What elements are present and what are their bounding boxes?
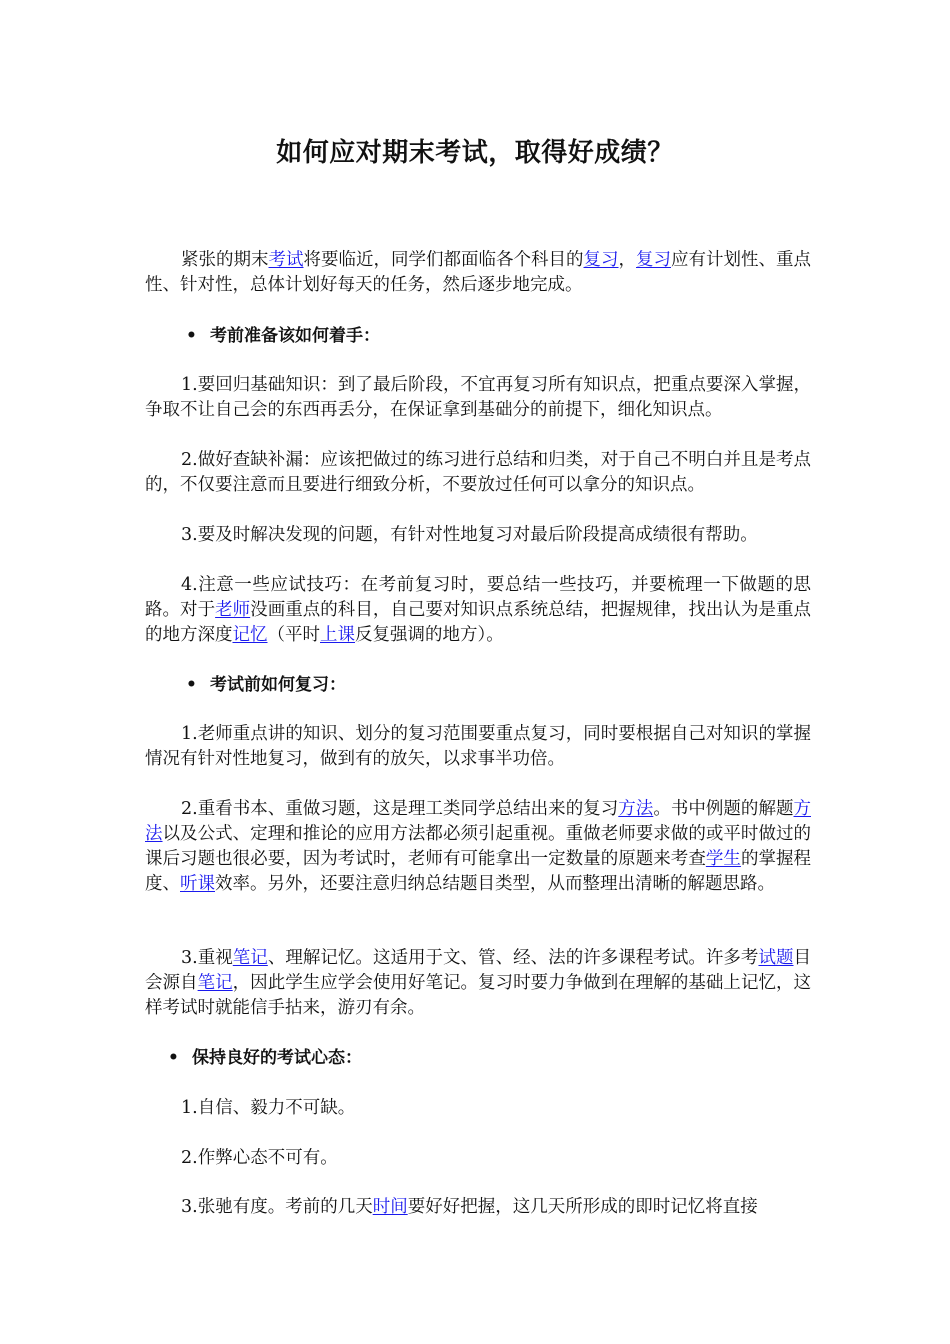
intro-paragraph	[145, 248, 811, 298]
text: 4.注意一些应试技巧：在考前复习时，要总结一些技巧，并要梳理一下做题的思路。对于	[145, 575, 811, 620]
heading-text: 考试前如何复习：	[210, 675, 346, 695]
text: 3.张驰有度。考前的几天	[181, 1197, 373, 1217]
text: 要好好把握，这几天所形成的即时记忆将直接	[407, 1197, 758, 1217]
link-time[interactable]: 时间	[372, 1197, 408, 1217]
link-class[interactable]: 上课	[320, 625, 355, 645]
text: 的掌握程度、	[145, 849, 812, 894]
document-title: 如何应对期末考试，取得好成绩？	[276, 138, 674, 168]
list-item: 2.做好查缺补漏：应该把做过的练习进行总结和归类，对于自己不明白并且是考点的，不仅要注意而且要进行细致分析，不要放过任何可以拿分的知识点。	[145, 450, 811, 495]
heading-text: 保持良好的考试心态：	[192, 1048, 362, 1068]
text: 以及公式、定理和推论的应用方法都必须引起重视。重做老师要求做的或平时做过的课后习题也很必要，因为考试时，老师有可能拿出一定数量的原题来考查	[145, 824, 812, 869]
link-method-2[interactable]: 方法	[145, 799, 811, 844]
section-heading-review	[186, 673, 346, 698]
section-heading-mindset	[168, 1046, 362, 1071]
text: 、理解记忆。这适用于文、管、经、法的许多课程考试。许多考	[267, 948, 759, 968]
text: 紧张的期末	[181, 250, 269, 270]
link-memory[interactable]: 记忆	[232, 625, 268, 645]
text: ，因此学生应学会使用好笔记。复习时要力争做到在理解的基础上记忆，这样考试时就能信手拈来，游刃有余。	[145, 973, 812, 1018]
link-method[interactable]: 方法	[618, 799, 654, 819]
link-notes[interactable]: 笔记	[232, 948, 268, 968]
list-item	[145, 573, 811, 648]
list-item: 1.要回归基础知识：到了最后阶段，不宜再复习所有知识点，把重点要深入掌握，争取不让自己会的东西再丢分，在保证拿到基础分的前提下，细化知识点。	[145, 375, 811, 420]
text: 目会源自	[145, 948, 811, 993]
text: 。书中例题的解题	[653, 799, 794, 819]
text: （平时	[267, 625, 320, 645]
list-item: 3.要及时解决发现的问题，有针对性地复习对最后阶段提高成绩很有帮助。	[181, 525, 758, 545]
bullet-icon: •	[186, 326, 197, 346]
section-heading-prep	[186, 324, 380, 349]
text: ，	[618, 250, 636, 270]
text: 效率。另外，还要注意归纳总结题目类型，从而整理出清晰的解题思路。	[215, 874, 775, 894]
heading-text: 考前准备该如何着手：	[210, 326, 380, 346]
list-item	[145, 797, 811, 897]
link-listening[interactable]: 听课	[180, 874, 215, 894]
link-exam[interactable]: 考试	[268, 250, 304, 270]
text: 将要临近，同学们都面临各个科目的	[303, 250, 584, 270]
link-review[interactable]: 复习	[583, 250, 619, 270]
list-item: 1.自信、毅力不可缺。	[181, 1098, 356, 1118]
bullet-icon: •	[168, 1048, 179, 1068]
link-notes-2[interactable]: 笔记	[197, 973, 233, 993]
list-item: 2.作弊心态不可有。	[181, 1148, 338, 1168]
link-student[interactable]: 学生	[705, 849, 741, 869]
link-teacher[interactable]: 老师	[215, 600, 251, 620]
text: 没画重点的科目，自己要对知识点系统总结，把握规律，找出认为是重点的地方深度	[145, 600, 812, 645]
list-item	[145, 1195, 811, 1220]
link-review-2[interactable]: 复习	[636, 250, 671, 270]
text: 应有计划性、重点性、针对性，总体计划好每天的任务，然后逐步地完成。	[145, 250, 811, 295]
text: 反复强调的地方）。	[355, 625, 504, 645]
link-exam-questions[interactable]: 试题	[758, 948, 794, 968]
list-item: 1.老师重点讲的知识、划分的复习范围要重点复习，同时要根据自己对知识的掌握情况有针对性地复习，做到有的放矢，以求事半功倍。	[145, 724, 811, 769]
list-item	[145, 946, 811, 1021]
text: 2.重看书本、重做习题，这是理工类同学总结出来的复习	[181, 799, 619, 819]
bullet-icon: •	[186, 675, 197, 695]
text: 3.重视	[181, 948, 233, 968]
